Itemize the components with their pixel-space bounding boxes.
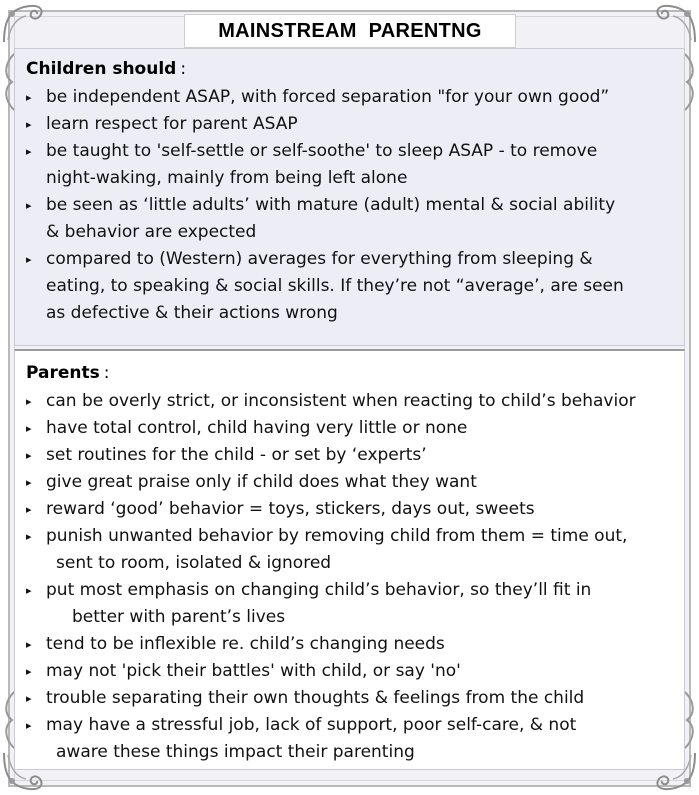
- ornament-corner-top-left-icon: [0, 0, 46, 46]
- bullet-arrow-icon: ▸: [26, 449, 32, 462]
- parents-heading-colon: :: [103, 363, 110, 383]
- children-item-line: be taught to 'self-settle or self-soothe' to sleep ASAP - to remove: [46, 141, 598, 161]
- parents-item-line: have total control, child having very little or none: [46, 418, 468, 438]
- parents-item-line: put most emphasis on changing child’s behavior, so they’ll fit in: [46, 580, 592, 600]
- children-item-line: as defective & their actions wrong: [46, 303, 338, 323]
- bullet-arrow-icon: ▸: [26, 584, 32, 597]
- parents-item-line: punish unwanted behavior by removing child from them = time out,: [46, 526, 628, 546]
- parents-list-item: [24, 469, 636, 496]
- parents-item-line: may have a stressful job, lack of support, poor self-care, & not: [46, 715, 577, 735]
- parents-list-item: [24, 496, 636, 523]
- children-heading-text: Children should: [26, 59, 177, 79]
- parents-list-item: [24, 442, 636, 469]
- title-box: [184, 14, 516, 48]
- bullet-arrow-icon: ▸: [26, 665, 32, 678]
- parents-item-line: trouble separating their own thoughts & feelings from the child: [46, 688, 585, 708]
- children-item-line: night-waking, mainly from being left alone: [46, 168, 408, 188]
- page-title: MAINSTREAM PARENTNG: [218, 19, 482, 42]
- parents-list: [24, 388, 636, 766]
- children-item-line: & behavior are expected: [46, 222, 257, 242]
- parents-list-item: [24, 577, 636, 631]
- bullet-arrow-icon: ▸: [26, 476, 32, 489]
- children-item-line: eating, to speaking & social skills. If they’re not “average’, are seen: [46, 276, 624, 296]
- parents-item-line: set routines for the child - or set by ‘experts’: [46, 445, 427, 465]
- parents-list-item: [24, 712, 636, 766]
- children-list-item: [24, 84, 624, 111]
- parents-list-item: [24, 685, 636, 712]
- children-list-item: [24, 246, 624, 327]
- children-item-line: be seen as ‘little adults’ with mature (adult) mental & social ability: [46, 195, 616, 215]
- children-list-item: [24, 138, 624, 192]
- bullet-arrow-icon: ▸: [26, 503, 32, 516]
- children-list-item: [24, 111, 624, 138]
- parents-item-line: may not 'pick their battles' with child, or say 'no': [46, 661, 461, 681]
- parents-item-line: aware these things impact their parenting: [56, 742, 415, 762]
- children-item-line: compared to (Western) averages for everything from sleeping &: [46, 249, 593, 269]
- parents-item-line: sent to room, isolated & ignored: [56, 553, 332, 573]
- bullet-arrow-icon: ▸: [26, 638, 32, 651]
- bullet-arrow-icon: ▸: [26, 253, 32, 266]
- children-item-line: be independent ASAP, with forced separation "for your own good”: [46, 87, 610, 107]
- parents-heading-text: Parents: [26, 363, 100, 383]
- parents-item-line: better with parent’s lives: [72, 607, 286, 627]
- children-list: [24, 84, 624, 327]
- parents-list-item: [24, 631, 636, 658]
- parents-list-item: [24, 658, 636, 685]
- bullet-arrow-icon: ▸: [26, 422, 32, 435]
- bullet-arrow-icon: ▸: [26, 199, 32, 212]
- children-list-item: [24, 192, 624, 246]
- bullet-arrow-icon: ▸: [26, 719, 32, 732]
- parents-list-item: [24, 415, 636, 442]
- ornament-corner-top-right-icon: [653, 0, 699, 46]
- bullet-arrow-icon: ▸: [26, 395, 32, 408]
- parents-list-item: [24, 523, 636, 577]
- bullet-arrow-icon: ▸: [26, 692, 32, 705]
- parents-list-item: [24, 388, 636, 415]
- parents-heading: [26, 363, 109, 383]
- bullet-arrow-icon: ▸: [26, 145, 32, 158]
- bullet-arrow-icon: ▸: [26, 91, 32, 104]
- parents-item-line: can be overly strict, or inconsistent when reacting to child’s behavior: [46, 391, 636, 411]
- parents-item-line: tend to be inflexible re. child’s changing needs: [46, 634, 445, 654]
- parents-item-line: give great praise only if child does what they want: [46, 472, 477, 492]
- children-heading-colon: :: [180, 59, 187, 79]
- bullet-arrow-icon: ▸: [26, 118, 32, 131]
- parents-item-line: reward ‘good’ behavior = toys, stickers, days out, sweets: [46, 499, 535, 519]
- bullet-arrow-icon: ▸: [26, 530, 32, 543]
- children-heading: [26, 59, 186, 79]
- children-item-line: learn respect for parent ASAP: [46, 114, 298, 134]
